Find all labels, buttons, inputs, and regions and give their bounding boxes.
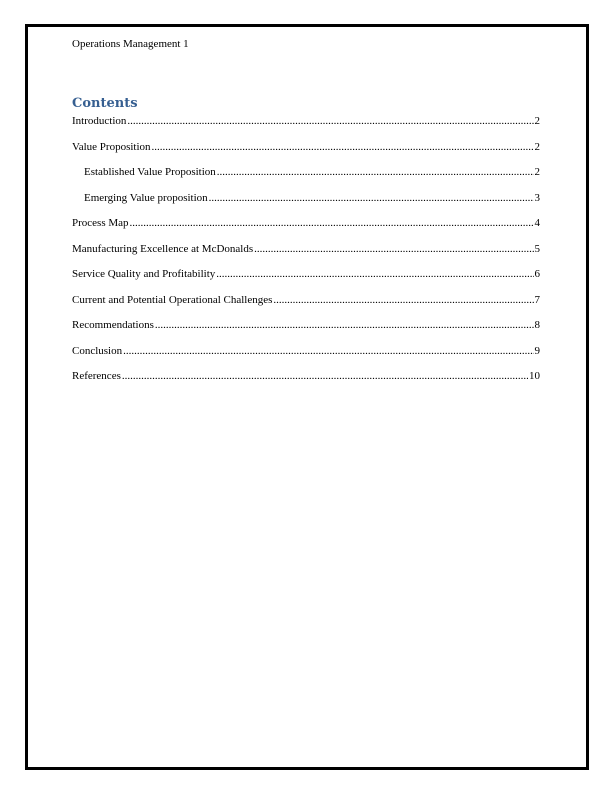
toc-page-number: 2	[534, 115, 540, 127]
toc-entry-title: References	[72, 370, 121, 382]
toc-entry-title: Service Quality and Profitability	[72, 268, 216, 280]
toc-entry-references[interactable]	[72, 369, 540, 395]
toc-page-number: 4	[534, 217, 540, 229]
toc-page-number: 10	[529, 370, 540, 382]
toc-entry-process-map[interactable]	[72, 216, 540, 242]
toc-entry-title: Established Value Proposition	[84, 166, 216, 178]
toc-page-number: 7	[534, 293, 540, 306]
toc-entry-title: Manufacturing Excellence at McDonalds	[72, 242, 254, 255]
toc-entry-service-quality[interactable]	[72, 267, 540, 293]
toc-dot-leader	[217, 165, 534, 179]
toc-page-number: 5	[534, 242, 540, 255]
toc-entry-title: Recommendations	[72, 319, 154, 331]
toc-entry-title: Conclusion	[72, 344, 123, 357]
running-header: Operations Management 1	[72, 38, 189, 50]
toc-entry-manufacturing-excellence[interactable]	[72, 242, 540, 268]
toc-page-number: 2	[534, 140, 540, 153]
toc-dot-leader	[155, 318, 534, 332]
toc-page-number: 3	[534, 191, 540, 204]
toc-dot-leader	[123, 344, 533, 358]
toc-entry-recommendations[interactable]	[72, 318, 540, 344]
toc-dot-leader	[130, 216, 534, 230]
toc-entry-conclusion[interactable]	[72, 344, 540, 370]
toc-page-number: 2	[534, 166, 540, 178]
toc-entry-established-value-proposition[interactable]	[72, 165, 540, 191]
toc-page-number: 6	[534, 268, 540, 280]
toc-dot-leader	[152, 140, 534, 154]
toc-dot-leader	[273, 293, 533, 307]
toc-dot-leader	[209, 191, 534, 205]
table-of-contents	[72, 114, 540, 395]
toc-entry-introduction[interactable]	[72, 114, 540, 140]
toc-entry-title: Current and Potential Operational Challenges	[72, 293, 273, 306]
toc-dot-leader	[216, 267, 533, 281]
toc-dot-leader	[127, 114, 533, 128]
toc-entry-emerging-value-proposition[interactable]	[72, 191, 540, 217]
toc-entry-title: Process Map	[72, 217, 129, 229]
toc-entry-value-proposition[interactable]	[72, 140, 540, 166]
toc-entry-title: Introduction	[72, 115, 127, 127]
toc-dot-leader	[254, 242, 533, 256]
toc-entry-title: Emerging Value proposition	[84, 191, 208, 204]
toc-entry-title: Value Proposition	[72, 140, 151, 153]
toc-entry-operational-challenges[interactable]	[72, 293, 540, 319]
toc-page-number: 9	[534, 344, 540, 357]
toc-heading: Contents	[72, 96, 138, 111]
toc-page-number: 8	[534, 319, 540, 331]
toc-dot-leader	[122, 369, 528, 383]
